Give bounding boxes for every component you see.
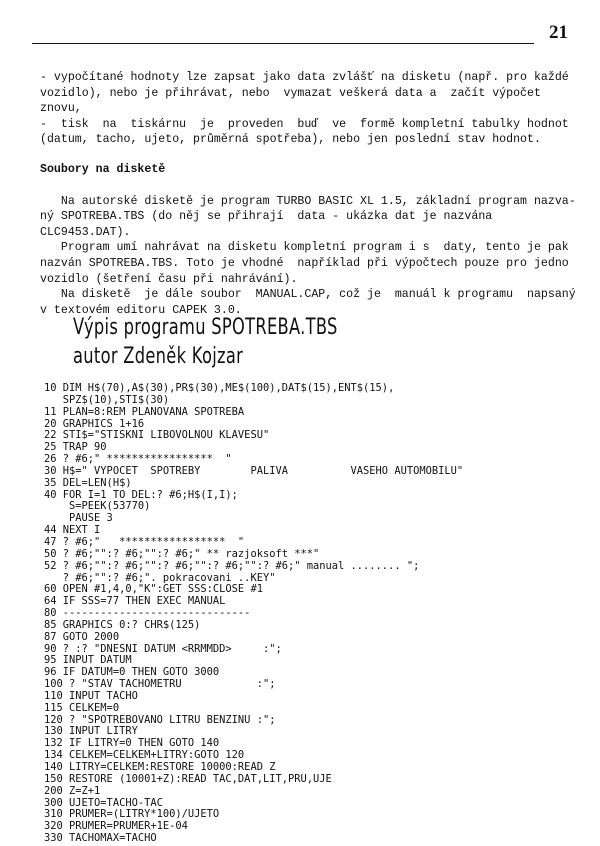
section-line: nazván SPOTREBA.TBS. Toto je vhodné například při výpočtech pouze pro jedno xyxy=(40,256,569,270)
code-line: 44 NEXT I xyxy=(44,524,101,537)
section-heading: Soubory na disketě xyxy=(40,162,166,176)
code-line: 50 ? #6;"":? #6;"":? #6;" ** razjoksoft ***" xyxy=(44,547,320,560)
code-line: 26 ? #6;" ***************** " xyxy=(44,453,232,466)
code-line: 30 H$=" VYPOCET SPOTREBY PALIVA VASEHO AUTOMOBILU" xyxy=(44,464,464,477)
section-line: ný SPOTREBA.TBS (do něj se přihrají data - ukázka dat je nazvána xyxy=(40,210,493,224)
code-line: 22 STI$="STISKNI LIBOVOLNOU KLAVESU" xyxy=(44,429,270,442)
section-line: CLC9453.DAT). xyxy=(40,225,131,239)
code-line: 35 DEL=LEN(H$) xyxy=(44,476,132,489)
program-listing xyxy=(44,383,463,845)
code-line: 47 ? #6;" ***************** " xyxy=(44,535,245,548)
code-line: 10 DIM H$(70),A$(30),PR$(30),ME$(100),DAT$(15),ENT$(15), xyxy=(44,382,395,394)
code-line: 96 IF DATUM=0 THEN GOTO 3000 xyxy=(44,666,220,679)
code-line: 120 ? "SPOTREBOVANO LITRU BENZINU :"; xyxy=(44,713,276,726)
code-line: 132 IF LITRY=0 THEN GOTO 140 xyxy=(44,737,220,750)
section-line: Na disketě je dále soubor MANUAL.CAP, což je manuál k programu napsaný xyxy=(40,288,576,302)
code-line: 87 GOTO 2000 xyxy=(44,630,120,643)
intro-line: znovu, xyxy=(40,102,82,116)
code-line: 134 CELKEM=CELKEM+LITRY:GOTO 120 xyxy=(44,749,245,762)
body-text xyxy=(40,70,574,318)
code-line: S=PEEK(53770) xyxy=(44,500,151,513)
code-line: 60 OPEN #1,4,0,"K":GET SSS:CLOSE #1 xyxy=(44,583,263,596)
code-line: 320 PRUMER=PRUMER+1E-04 xyxy=(44,820,188,833)
intro-line: vozidlo), nebo je přihrávat, nebo vymazat veškerá data a začít výpočet xyxy=(40,86,541,100)
code-line: 80 ------------------------------ xyxy=(44,607,251,620)
code-line: 52 ? #6;"":? #6;"":? #6;"":? #6;"":? #6;" manual ........ "; xyxy=(44,559,420,572)
code-line: 110 INPUT TACHO xyxy=(44,689,138,702)
code-line: 20 GRAPHICS 1+16 xyxy=(44,417,145,430)
intro-line: (datum, tacho, ujeto, průměrná spotřeba), nebo jen poslední stav hodnot. xyxy=(40,133,541,147)
code-line: 300 UJETO=TACHO-TAC xyxy=(44,796,163,809)
listing-title xyxy=(73,313,338,371)
code-line: 90 ? :? "DNESNI DATUM <RRMMDD> :"; xyxy=(44,642,282,655)
header-rule xyxy=(32,43,534,44)
code-line: 95 INPUT DATUM xyxy=(44,654,132,667)
code-line: SPZ$(10),STI$(30) xyxy=(44,393,170,406)
code-line: 100 ? "STAV TACHOMETRU :"; xyxy=(44,678,276,691)
code-line: PAUSE 3 xyxy=(44,512,113,525)
section-line: Na autorské disketě je program TURBO BASIC XL 1.5, základní program nazva- xyxy=(40,194,576,208)
code-line: 310 PRUMER=(LITRY*100)/UJETO xyxy=(44,808,220,821)
code-line: 25 TRAP 90 xyxy=(44,441,107,454)
code-line: 64 IF SSS=77 THEN EXEC MANUAL xyxy=(44,595,226,608)
code-line: 85 GRAPHICS 0:? CHR$(125) xyxy=(44,618,201,631)
code-line: 11 PLAN=8:REM PLANOVANA SPOTREBA xyxy=(44,405,245,418)
code-line: 130 INPUT LITRY xyxy=(44,725,138,738)
code-line: 330 TACHOMAX=TACHO xyxy=(44,832,157,845)
section-line: Program umí nahrávat na disketu kompletní program i s daty, tento je pak xyxy=(40,241,569,255)
intro-line: - vypočítané hodnoty lze zapsat jako data zvlášť na disketu (např. pro každé xyxy=(40,71,569,84)
listing-author-line: autor Zdeněk Kojzar xyxy=(73,344,244,369)
intro-line: - tisk na tiskárnu je proveden buď ve formě kompletní tabulky hodnot xyxy=(40,117,569,131)
section-line: vozidlo (šetření času při nahrávání). xyxy=(40,272,298,286)
section-line: v textovém editoru CAPEK 3.0. xyxy=(40,303,242,317)
code-line: 140 LITRY=CELKEM:RESTORE 10000:READ Z xyxy=(44,761,276,773)
code-line: 115 CELKEM=0 xyxy=(44,701,120,714)
code-line: ? #6;"":? #6;". pokracovani ..KEY" xyxy=(44,571,276,584)
page-number: 21 xyxy=(549,22,568,43)
code-line: 200 Z=Z+1 xyxy=(44,784,101,797)
code-line: 150 RESTORE (10001+Z):READ TAC,DAT,LIT,PRU,UJE xyxy=(44,772,332,785)
listing-title-line: Výpis programu SPOTREBA.TBS xyxy=(73,315,338,340)
code-line: 40 FOR I=1 TO DEL:? #6;H$(I,I); xyxy=(44,488,238,501)
